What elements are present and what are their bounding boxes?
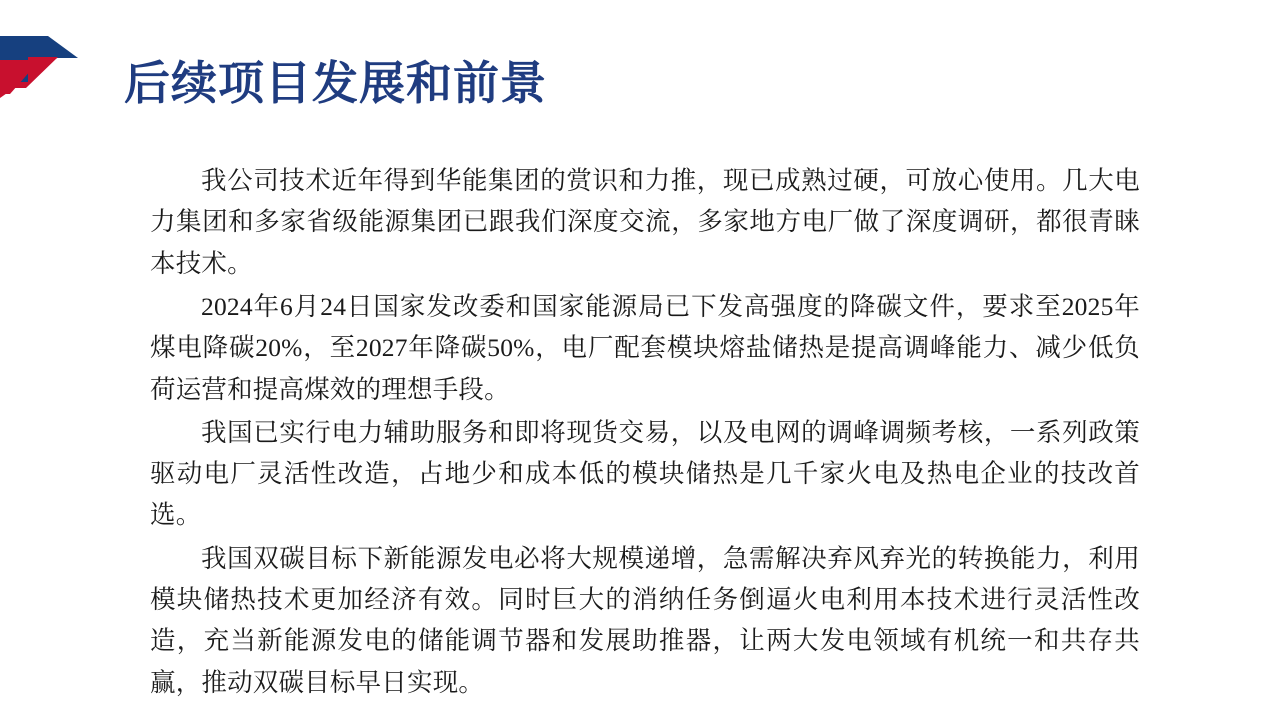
body-text-block — [150, 160, 1140, 705]
paragraph: 我公司技术近年得到华能集团的赏识和力推，现已成熟过硬，可放心使用。几大电力集团和多家省级能源集团已跟我们深度交流，多家地方电厂做了深度调研，都很青睐本技术。 — [150, 166, 1140, 278]
page-title: 后续项目发展和前景 — [124, 57, 547, 109]
paragraph: 2024年6月24日国家发改委和国家能源局已下发高强度的降碳文件，要求至2025年煤电降碳20%，至2027年降碳50%，电厂配套模块熔盐储热是提高调峰能力、减少低负荷运营和提高煤效的理想手段。 — [150, 291, 1140, 404]
paragraph: 我国双碳目标下新能源发电必将大规模递增，急需解决弃风弃光的转换能力，利用模块储热技术更加经济有效。同时巨大的消纳任务倒逼火电利用本技术进行灵活性改造，充当新能源发电的储能调节器和发展助推器，让两大发电领域有机统一和共存共赢，推动双碳目标早日实现。 — [150, 543, 1140, 697]
corner-decoration-icon — [0, 36, 78, 98]
paragraph: 我国已实行电力辅助服务和即将现货交易，以及电网的调峰调频考核，一系列政策驱动电厂灵活性改造，占地少和成本低的模块储热是几千家火电及热电企业的技改首选。 — [150, 417, 1140, 530]
